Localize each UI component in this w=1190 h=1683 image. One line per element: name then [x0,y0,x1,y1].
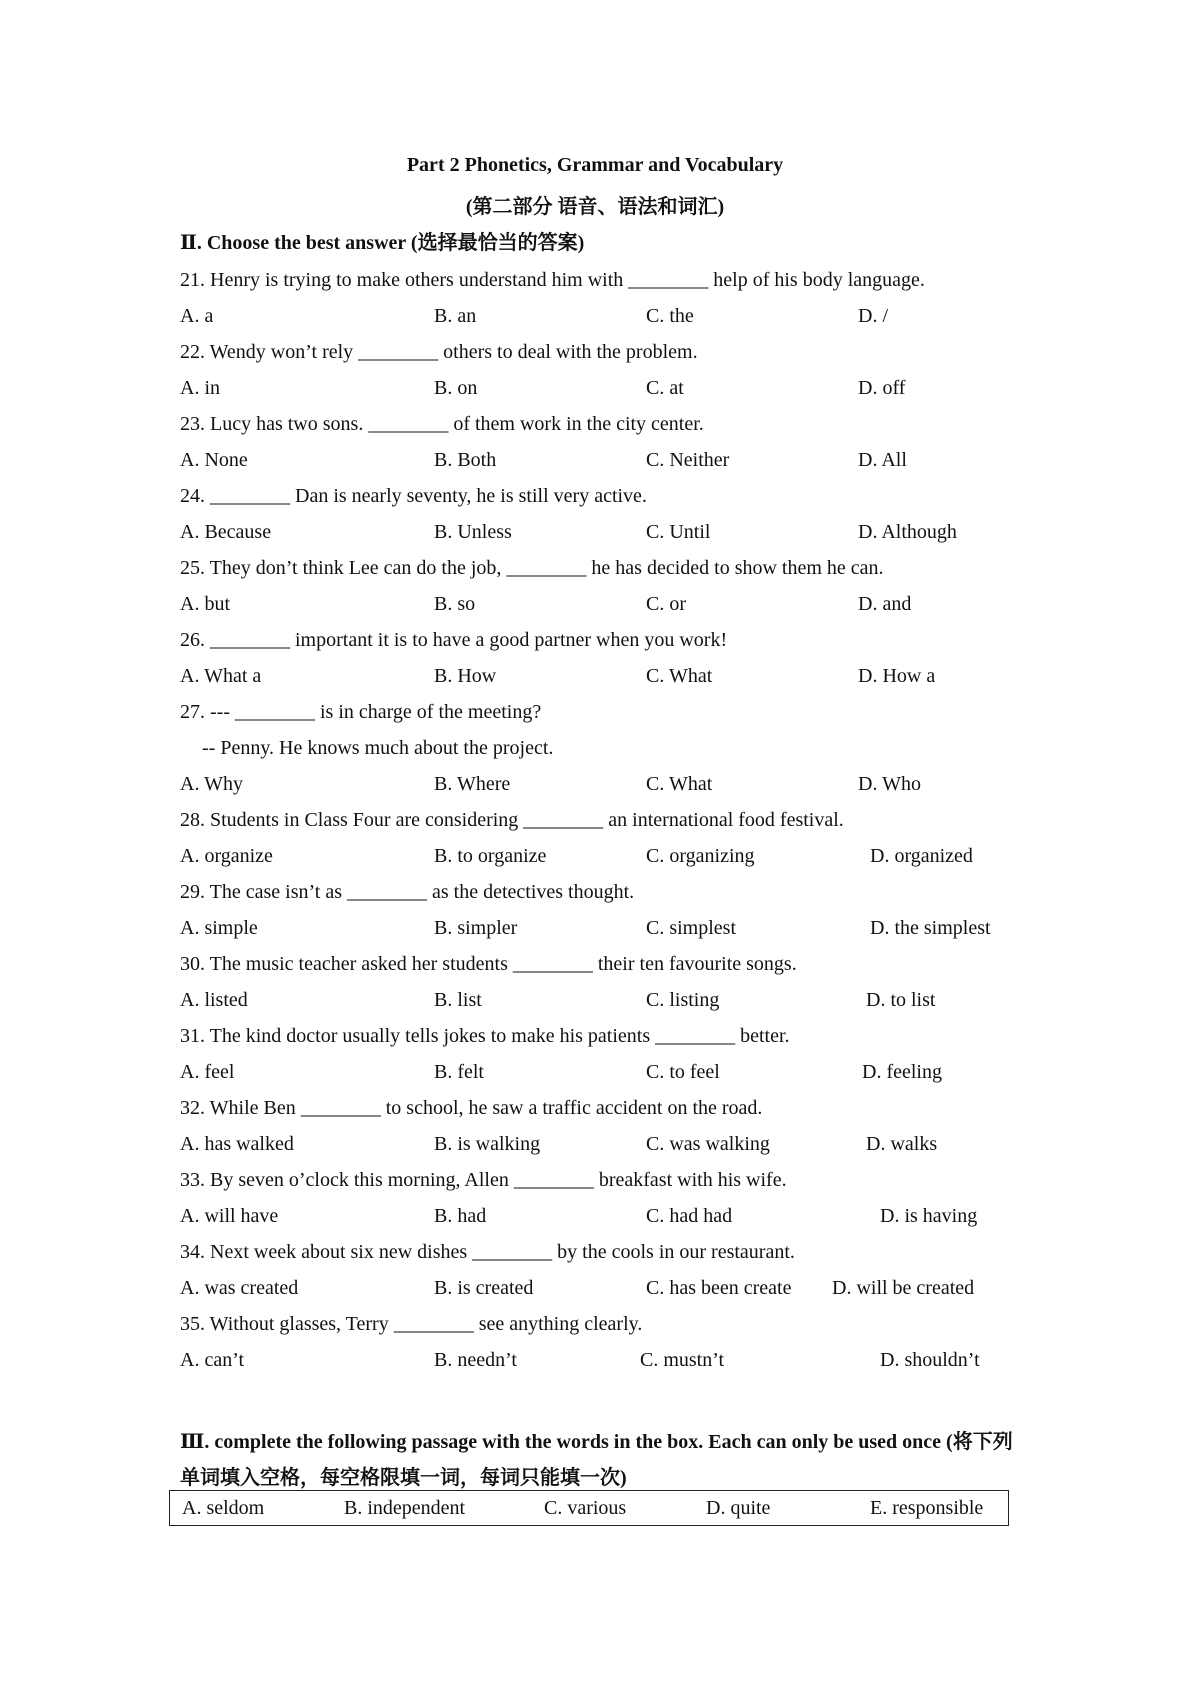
option-a: A. feel [180,1061,235,1083]
word-bank-item: E. responsible [870,1497,984,1519]
part-title: Part 2 Phonetics, Grammar and Vocabulary [406,154,784,176]
option-d: D. walks [866,1133,938,1155]
option-c: C. Neither [646,449,730,471]
option-b: B. needn’t [434,1349,517,1371]
option-d: D. All [858,449,907,471]
option-b: B. had [434,1205,487,1227]
option-c: C. to feel [646,1061,720,1083]
question-29-options [180,910,1030,946]
option-c: C. What [646,665,713,687]
option-a: A. Because [180,521,272,543]
question-28-stem: 28. Students in Class Four are considering ________ an international food festival. [180,809,844,831]
option-c: C. simplest [646,917,737,939]
word-bank-item: D. quite [706,1497,771,1519]
question-list [180,262,1030,1378]
option-a: A. None [180,449,248,471]
option-b: B. Unless [434,521,512,543]
question-33-options [180,1198,1030,1234]
option-a: A. listed [180,989,248,1011]
question-25-stem: 25. They don’t think Lee can do the job, ________ he has decided to show them he can. [180,557,884,579]
option-d: D. Although [858,521,957,543]
option-a: A. has walked [180,1133,294,1155]
question-31-stem: 31. The kind doctor usually tells jokes to make his patients ________ better. [180,1025,790,1047]
question-35-options [180,1342,1030,1378]
option-b: B. to organize [434,845,547,867]
option-d: D. / [858,305,888,327]
option-d: D. off [858,377,906,399]
option-d: D. shouldn’t [880,1349,980,1371]
option-d: D. feeling [862,1061,942,1083]
option-c: C. has been create [646,1277,792,1299]
option-b: B. simpler [434,917,518,939]
option-b: B. felt [434,1061,484,1083]
question-24-options [180,514,1030,550]
option-a: A. was created [180,1277,299,1299]
option-a: A. a [180,305,214,327]
option-c: C. or [646,593,686,615]
option-d: D. to list [866,989,936,1011]
option-a: A. can’t [180,1349,245,1371]
option-a: A. in [180,377,220,399]
option-c: C. mustn’t [640,1349,725,1371]
option-d: D. Who [858,773,921,795]
option-d: D. organized [870,845,973,867]
option-d: D. is having [880,1205,978,1227]
option-b: B. is created [434,1277,534,1299]
option-b: B. list [434,989,482,1011]
question-28-options [180,838,1030,874]
option-b: B. Both [434,449,497,471]
option-b: B. on [434,377,478,399]
question-25-options [180,586,1030,622]
question-35-stem: 35. Without glasses, Terry ________ see anything clearly. [180,1313,643,1335]
question-29-stem: 29. The case isn’t as ________ as the detectives thought. [180,881,635,903]
question-27-reply: -- Penny. He knows much about the project. [202,737,554,759]
question-22-options [180,370,1030,406]
option-b: B. an [434,305,477,327]
word-bank-item: A. seldom [182,1497,265,1519]
question-24-stem: 24. ________ Dan is nearly seventy, he is still very active. [180,485,647,507]
option-c: C. at [646,377,684,399]
option-d: D. and [858,593,912,615]
question-34-options [180,1270,1030,1306]
option-c: C. listing [646,989,720,1011]
option-a: A. organize [180,845,273,867]
question-23-options [180,442,1030,478]
question-26-stem: 26. ________ important it is to have a good partner when you work! [180,629,728,651]
option-c: C. organizing [646,845,755,867]
question-27-stem: 27. --- ________ is in charge of the meeting? [180,701,542,723]
option-b: B. How [434,665,497,687]
option-b: B. so [434,593,476,615]
question-30-options [180,982,1030,1018]
option-a: A. will have [180,1205,279,1227]
question-23-stem: 23. Lucy has two sons. ________ of them work in the city center. [180,413,704,435]
option-d: D. the simplest [870,917,991,939]
word-bank-box [169,1490,1009,1526]
option-a: A. What a [180,665,262,687]
question-22-stem: 22. Wendy won’t rely ________ others to deal with the problem. [180,341,698,363]
word-bank-item: B. independent [344,1497,466,1519]
section-2-heading: Ⅱ. Choose the best answer (选择最恰当的答案) [180,232,585,254]
option-b: B. is walking [434,1133,541,1155]
question-33-stem: 33. By seven o’clock this morning, Allen ________ breakfast with his wife. [180,1169,787,1191]
question-26-options [180,658,1030,694]
option-c: C. What [646,773,713,795]
question-32-stem: 32. While Ben ________ to school, he saw a traffic accident on the road. [180,1097,763,1119]
question-27-options [180,766,1030,802]
option-c: C. Until [646,521,711,543]
option-b: B. Where [434,773,511,795]
option-a: A. but [180,593,230,615]
question-34-stem: 34. Next week about six new dishes ________ by the cools in our restaurant. [180,1241,795,1263]
option-c: C. the [646,305,694,327]
word-bank-item: C. various [544,1497,627,1519]
question-31-options [180,1054,1030,1090]
option-d: D. will be created [832,1277,975,1299]
question-21-stem: 21. Henry is trying to make others understand him with ________ help of his body language. [180,269,925,291]
part-subtitle: (第二部分 语音、语法和词汇) [465,196,725,218]
question-21-options [180,298,1030,334]
question-30-stem: 30. The music teacher asked her students ________ their ten favourite songs. [180,953,797,975]
option-a: A. simple [180,917,258,939]
option-d: D. How a [858,665,936,687]
option-c: C. had had [646,1205,733,1227]
option-a: A. Why [180,773,243,795]
section-3-heading: Ⅲ. complete the following passage with the words in the box. Each can only be used once (将下列单词填入空格，每空格限填一词，每词只能填一次) [180,1431,1013,1489]
question-32-options [180,1126,1030,1162]
option-c: C. was walking [646,1133,770,1155]
